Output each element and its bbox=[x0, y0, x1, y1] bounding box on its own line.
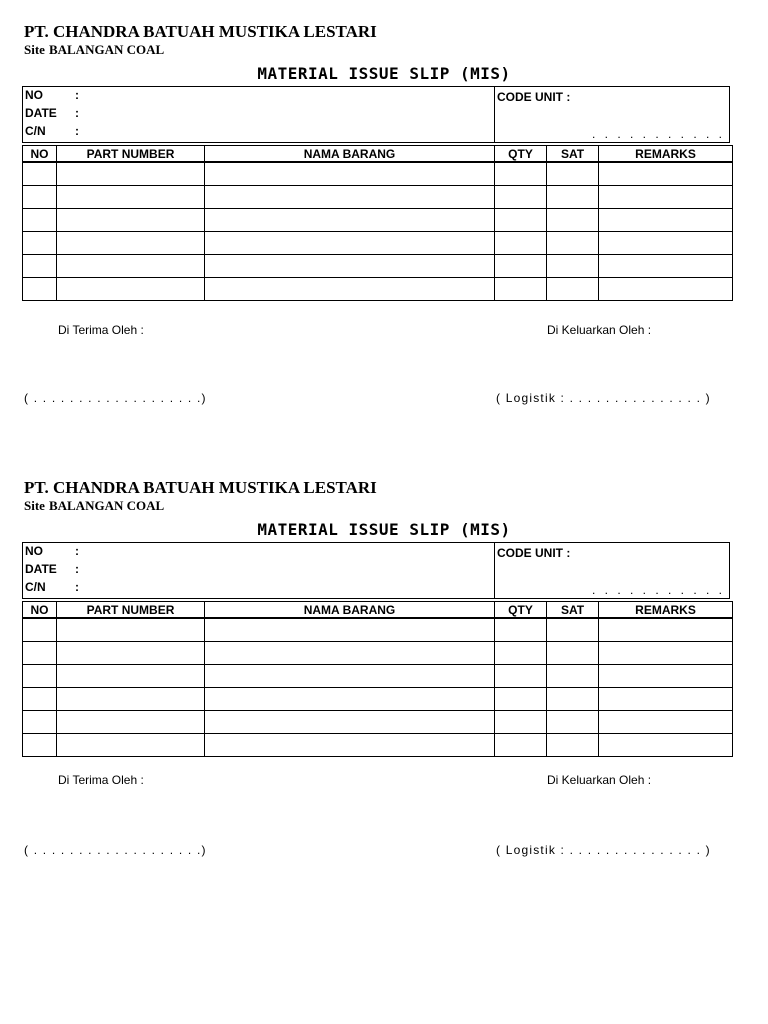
cell-remarks[interactable] bbox=[599, 618, 733, 642]
cell-remarks[interactable] bbox=[599, 688, 733, 711]
cell-nama-barang[interactable] bbox=[205, 642, 495, 665]
cell-no[interactable] bbox=[23, 278, 57, 301]
date-separator: : bbox=[75, 106, 79, 120]
table-row bbox=[23, 255, 733, 278]
code-unit-label: CODE UNIT : bbox=[497, 90, 571, 104]
site-label: Site bbox=[24, 42, 45, 57]
col-header-nama-barang: NAMA BARANG bbox=[205, 146, 495, 163]
no-separator: : bbox=[75, 544, 79, 558]
cell-no[interactable] bbox=[23, 209, 57, 232]
cell-no[interactable] bbox=[23, 642, 57, 665]
cell-sat[interactable] bbox=[547, 186, 599, 209]
table-header-row bbox=[23, 602, 733, 619]
cn-label: C/N bbox=[25, 124, 46, 138]
no-field bbox=[25, 88, 79, 103]
cell-part-number[interactable] bbox=[57, 618, 205, 642]
cell-remarks[interactable] bbox=[599, 642, 733, 665]
logistic-signature-line: ( Logistik : . . . . . . . . . . . . . . . ) bbox=[496, 391, 711, 405]
cell-sat[interactable] bbox=[547, 734, 599, 757]
cell-remarks[interactable] bbox=[599, 162, 733, 186]
cell-remarks[interactable] bbox=[599, 734, 733, 757]
date-label: DATE bbox=[25, 106, 57, 120]
cell-nama-barang[interactable] bbox=[205, 255, 495, 278]
code-unit-label: CODE UNIT : bbox=[497, 546, 571, 560]
cell-remarks[interactable] bbox=[599, 186, 733, 209]
slip-info-left bbox=[23, 87, 495, 142]
cell-no[interactable] bbox=[23, 734, 57, 757]
cell-sat[interactable] bbox=[547, 278, 599, 301]
received-by-label: Di Terima Oleh : bbox=[58, 773, 144, 787]
cell-part-number[interactable] bbox=[57, 734, 205, 757]
cell-no[interactable] bbox=[23, 255, 57, 278]
col-header-part-number: PART NUMBER bbox=[57, 602, 205, 619]
cell-qty[interactable] bbox=[495, 255, 547, 278]
cell-qty[interactable] bbox=[495, 734, 547, 757]
cell-remarks[interactable] bbox=[599, 278, 733, 301]
table-row bbox=[23, 232, 733, 255]
no-label: NO bbox=[25, 544, 43, 558]
cell-part-number[interactable] bbox=[57, 665, 205, 688]
table-header-row bbox=[23, 146, 733, 163]
cell-remarks[interactable] bbox=[599, 711, 733, 734]
cell-sat[interactable] bbox=[547, 255, 599, 278]
cell-no[interactable] bbox=[23, 665, 57, 688]
col-header-sat: SAT bbox=[547, 146, 599, 163]
table-row bbox=[23, 618, 733, 642]
document-title: MATERIAL ISSUE SLIP (MIS) bbox=[257, 520, 511, 539]
cell-nama-barang[interactable] bbox=[205, 711, 495, 734]
table-row bbox=[23, 186, 733, 209]
cell-remarks[interactable] bbox=[599, 232, 733, 255]
date-field bbox=[25, 562, 79, 577]
col-header-part-number: PART NUMBER bbox=[57, 146, 205, 163]
cn-separator: : bbox=[75, 124, 79, 138]
site-name: BALANGAN COAL bbox=[48, 42, 165, 57]
cell-sat[interactable] bbox=[547, 665, 599, 688]
issued-by-label: Di Keluarkan Oleh : bbox=[547, 323, 652, 337]
slip-info-box bbox=[22, 542, 730, 599]
received-by-label: Di Terima Oleh : bbox=[58, 323, 144, 337]
slip-info-left bbox=[23, 543, 495, 598]
cell-qty[interactable] bbox=[495, 618, 547, 642]
cell-nama-barang[interactable] bbox=[205, 278, 495, 301]
receiver-signature-line: ( . . . . . . . . . . . . . . . . . . .) bbox=[24, 391, 207, 405]
cell-remarks[interactable] bbox=[599, 255, 733, 278]
code-unit-dots: . . . . . . . . . . . bbox=[591, 583, 725, 597]
cell-nama-barang[interactable] bbox=[205, 232, 495, 255]
cell-no[interactable] bbox=[23, 162, 57, 186]
cell-qty[interactable] bbox=[495, 209, 547, 232]
cell-sat[interactable] bbox=[547, 209, 599, 232]
table-row bbox=[23, 162, 733, 186]
document-title: MATERIAL ISSUE SLIP (MIS) bbox=[257, 64, 511, 83]
table-row bbox=[23, 711, 733, 734]
cell-sat[interactable] bbox=[547, 162, 599, 186]
cell-qty[interactable] bbox=[495, 162, 547, 186]
site-line bbox=[24, 498, 164, 514]
cell-no[interactable] bbox=[23, 618, 57, 642]
date-field bbox=[25, 106, 79, 121]
cell-part-number[interactable] bbox=[57, 642, 205, 665]
table-row bbox=[23, 688, 733, 711]
col-header-nama-barang: NAMA BARANG bbox=[205, 602, 495, 619]
table-row bbox=[23, 734, 733, 757]
cell-nama-barang[interactable] bbox=[205, 162, 495, 186]
cell-part-number[interactable] bbox=[57, 162, 205, 186]
cell-part-number[interactable] bbox=[57, 255, 205, 278]
col-header-qty: QTY bbox=[495, 146, 547, 163]
cn-label: C/N bbox=[25, 580, 46, 594]
col-header-remarks: REMARKS bbox=[599, 146, 733, 163]
cell-nama-barang[interactable] bbox=[205, 665, 495, 688]
cell-qty[interactable] bbox=[495, 711, 547, 734]
cell-qty[interactable] bbox=[495, 186, 547, 209]
issued-by-label: Di Keluarkan Oleh : bbox=[547, 773, 652, 787]
date-label: DATE bbox=[25, 562, 57, 576]
col-header-qty: QTY bbox=[495, 602, 547, 619]
cell-no[interactable] bbox=[23, 232, 57, 255]
cell-nama-barang[interactable] bbox=[205, 734, 495, 757]
material-issue-slip-2 bbox=[0, 478, 768, 918]
site-name: BALANGAN COAL bbox=[48, 498, 165, 513]
cell-no[interactable] bbox=[23, 186, 57, 209]
table-row bbox=[23, 642, 733, 665]
items-table bbox=[22, 601, 733, 757]
company-name: PT. CHANDRA BATUAH MUSTIKA LESTARI bbox=[24, 22, 377, 41]
logistic-signature-line: ( Logistik : . . . . . . . . . . . . . . . ) bbox=[496, 843, 711, 857]
no-separator: : bbox=[75, 88, 79, 102]
cell-qty[interactable] bbox=[495, 688, 547, 711]
cell-sat[interactable] bbox=[547, 642, 599, 665]
cell-qty[interactable] bbox=[495, 642, 547, 665]
cell-remarks[interactable] bbox=[599, 209, 733, 232]
cell-sat[interactable] bbox=[547, 688, 599, 711]
slip-info-box bbox=[22, 86, 730, 143]
cell-part-number[interactable] bbox=[57, 232, 205, 255]
col-header-remarks: REMARKS bbox=[599, 602, 733, 619]
col-header-no: NO bbox=[23, 602, 57, 619]
cell-part-number[interactable] bbox=[57, 711, 205, 734]
material-issue-slip-1 bbox=[0, 22, 768, 462]
table-row bbox=[23, 209, 733, 232]
cell-nama-barang[interactable] bbox=[205, 186, 495, 209]
cell-nama-barang[interactable] bbox=[205, 209, 495, 232]
cell-sat[interactable] bbox=[547, 618, 599, 642]
site-label: Site bbox=[24, 498, 45, 513]
cell-sat[interactable] bbox=[547, 711, 599, 734]
code-unit-dots: . . . . . . . . . . . bbox=[591, 127, 725, 141]
table-row bbox=[23, 278, 733, 301]
col-header-sat: SAT bbox=[547, 602, 599, 619]
site-line bbox=[24, 42, 164, 58]
table-row bbox=[23, 665, 733, 688]
cell-nama-barang[interactable] bbox=[205, 618, 495, 642]
no-field bbox=[25, 544, 79, 559]
cell-qty[interactable] bbox=[495, 232, 547, 255]
no-label: NO bbox=[25, 88, 43, 102]
cell-qty[interactable] bbox=[495, 665, 547, 688]
cell-no[interactable] bbox=[23, 688, 57, 711]
company-name: PT. CHANDRA BATUAH MUSTIKA LESTARI bbox=[24, 478, 377, 497]
cn-field bbox=[25, 124, 79, 139]
cell-remarks[interactable] bbox=[599, 665, 733, 688]
cell-sat[interactable] bbox=[547, 232, 599, 255]
cn-separator: : bbox=[75, 580, 79, 594]
cell-part-number[interactable] bbox=[57, 186, 205, 209]
cell-part-number[interactable] bbox=[57, 209, 205, 232]
cell-qty[interactable] bbox=[495, 278, 547, 301]
receiver-signature-line: ( . . . . . . . . . . . . . . . . . . .) bbox=[24, 843, 207, 857]
date-separator: : bbox=[75, 562, 79, 576]
cell-no[interactable] bbox=[23, 711, 57, 734]
items-table bbox=[22, 145, 733, 301]
cn-field bbox=[25, 580, 79, 595]
cell-part-number[interactable] bbox=[57, 688, 205, 711]
col-header-no: NO bbox=[23, 146, 57, 163]
cell-nama-barang[interactable] bbox=[205, 688, 495, 711]
cell-part-number[interactable] bbox=[57, 278, 205, 301]
